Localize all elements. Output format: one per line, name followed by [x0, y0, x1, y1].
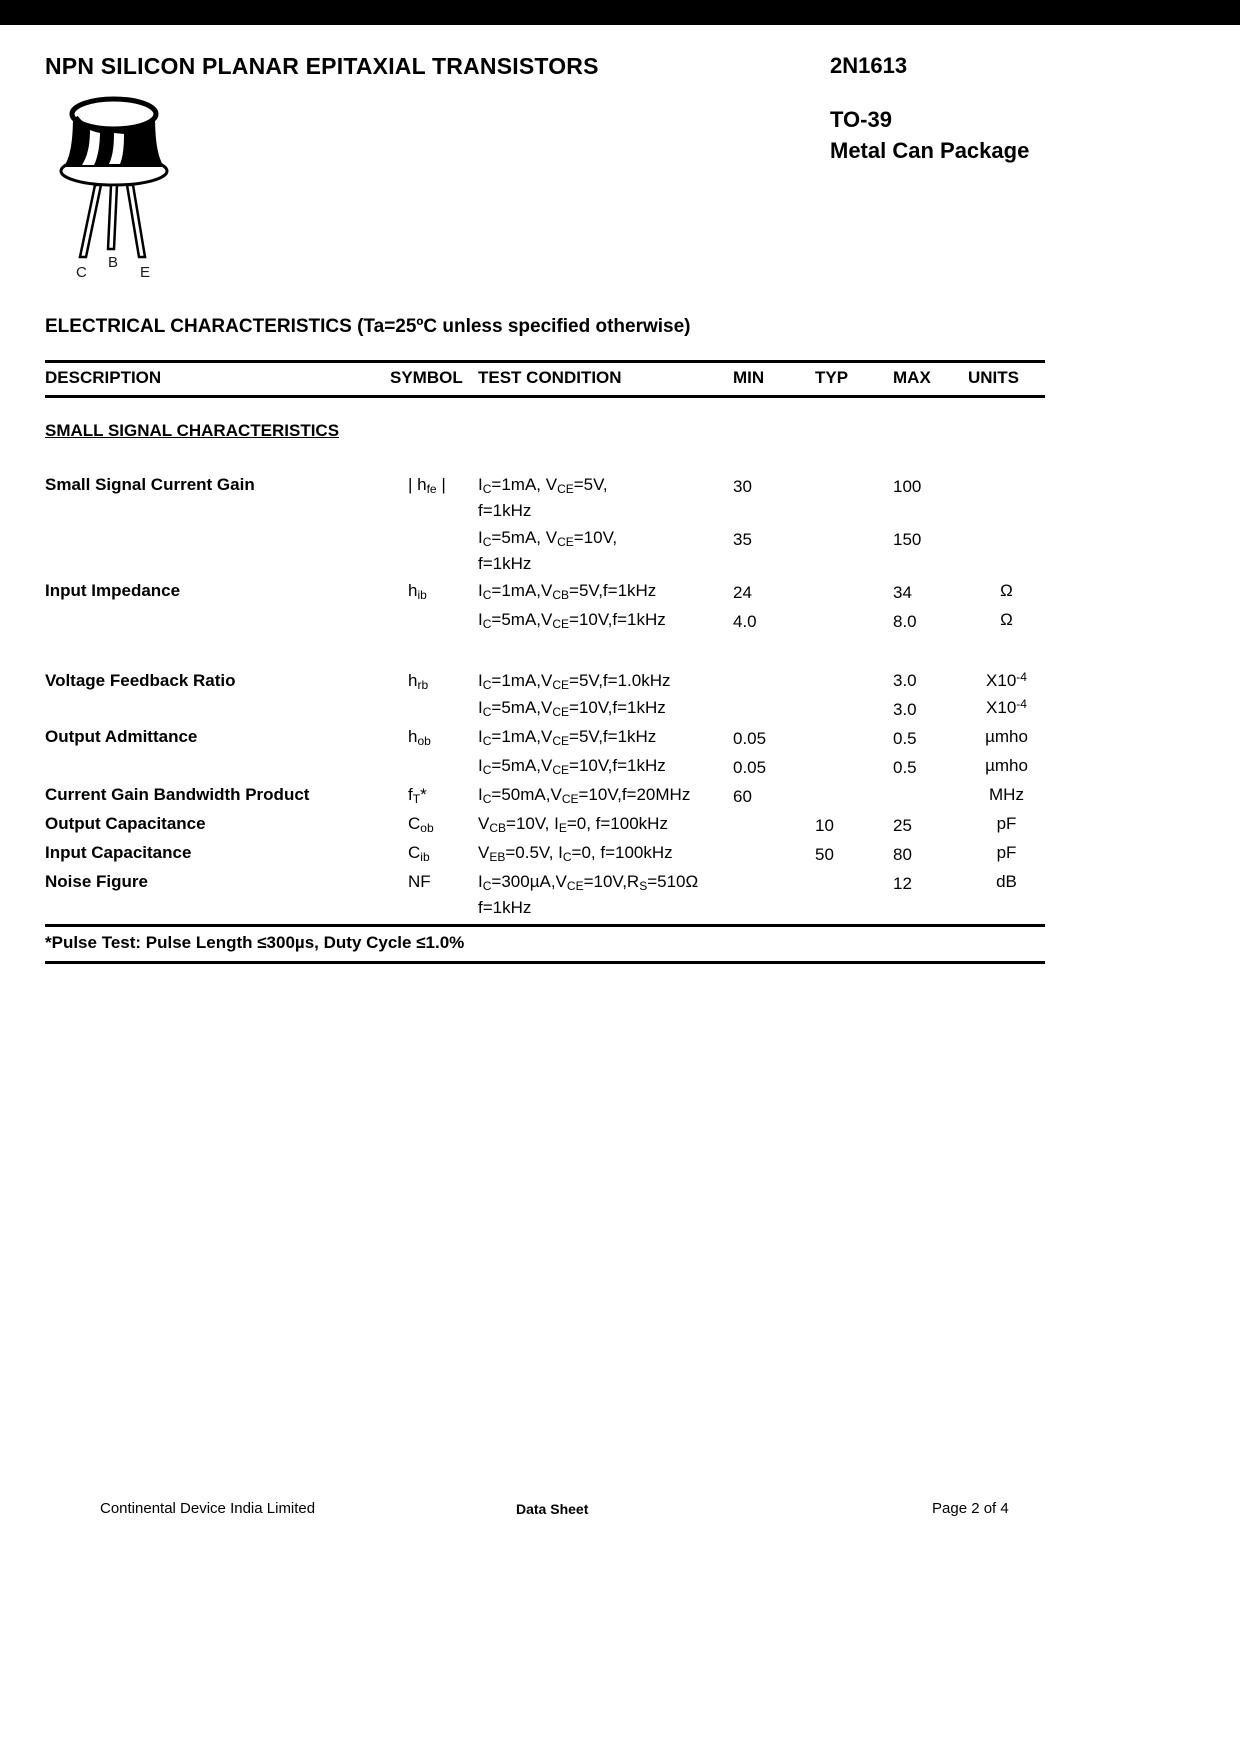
row-symbol: | $h_{fe}$ | — [408, 475, 446, 496]
col-header-description: DESCRIPTION — [45, 362, 390, 397]
condition-line: $I_C=50mA,V_{CE}=10V,f=20MHz$ — [478, 785, 691, 806]
part-number: 2N1613 — [830, 53, 908, 78]
table-group-row — [45, 397, 1045, 473]
row-test-condition — [478, 869, 733, 922]
row-min: 30 — [733, 477, 752, 496]
row-max: 100 — [893, 477, 922, 496]
condition-line: $I_C=1mA,V_{CE}=5V,f=1.0kHz$ — [478, 671, 671, 692]
row-max: 8.0 — [893, 612, 917, 631]
lead-base — [108, 185, 117, 249]
condition-line: $I_C=1mA,V_{CE}=5V,f=1kHz$ — [478, 727, 657, 748]
row-test-condition — [478, 724, 733, 753]
row-units: $X10^{-4}$ — [986, 697, 1027, 717]
table-row — [45, 636, 1045, 695]
footer-company: Continental Device India Limited — [100, 1500, 316, 1517]
to39-can-drawing — [48, 85, 183, 295]
row-symbol: NF — [408, 872, 431, 891]
package-type: TO-39 — [830, 107, 892, 132]
row-symbol — [390, 753, 478, 782]
condition-line: $I_C=1mA,V_{CB}=5V,f=1kHz$ — [478, 581, 657, 602]
row-symbol — [390, 525, 478, 578]
table-row — [45, 525, 1045, 578]
row-symbol: $h_{ib}$ — [408, 581, 427, 602]
row-typ — [815, 695, 893, 724]
row-units: dB — [996, 872, 1017, 891]
condition-line: f=1kHz — [478, 554, 532, 573]
row-symbol: $f_T*$ — [408, 785, 427, 806]
col-header-units: UNITS — [968, 362, 1045, 397]
table-header-row — [45, 362, 1045, 397]
row-description: Output Admittance — [45, 727, 198, 746]
row-test-condition — [478, 695, 733, 724]
row-description — [45, 753, 390, 782]
table-row — [45, 753, 1045, 782]
row-units: µmho — [985, 727, 1028, 746]
col-header-typ: TYP — [815, 362, 893, 397]
row-max: 0.5 — [893, 758, 917, 777]
row-typ — [815, 724, 893, 753]
row-typ — [815, 472, 893, 525]
group-title: SMALL SIGNAL CHARACTERISTICS — [45, 421, 340, 440]
row-units: pF — [996, 814, 1017, 833]
condition-line: $V_{EB}=0.5V$, $I_C=0$, f=100kHz — [478, 843, 673, 864]
row-test-condition — [478, 811, 733, 840]
row-symbol: $h_{ob}$ — [408, 727, 431, 748]
table-row — [45, 724, 1045, 753]
row-max: 80 — [893, 845, 912, 864]
condition-line: $I_C=5mA,V_{CE}=10V,f=1kHz$ — [478, 756, 666, 777]
package-name: Metal Can Package — [830, 138, 1030, 163]
page-title: NPN SILICON PLANAR EPITAXIAL TRANSISTORS — [45, 53, 599, 79]
footer-page-number: Page 2 of 4 — [932, 1500, 1009, 1517]
table-row — [45, 782, 1045, 811]
row-max: 25 — [893, 816, 912, 835]
row-description: Input Impedance — [45, 581, 181, 600]
row-typ — [815, 869, 893, 922]
row-symbol: $h_{rb}$ — [408, 671, 429, 692]
row-min — [733, 636, 815, 695]
row-min — [733, 840, 815, 869]
row-description: Noise Figure — [45, 872, 148, 891]
characteristics-table-wrap — [45, 360, 1045, 964]
lead-label-c: C — [76, 264, 87, 281]
row-max: 3.0 — [893, 700, 917, 719]
row-max: 34 — [893, 583, 912, 602]
row-min: 0.05 — [733, 729, 767, 748]
row-min: 4.0 — [733, 612, 757, 631]
row-test-condition — [478, 472, 733, 525]
page-footer — [0, 1500, 1240, 1524]
package-figure — [48, 85, 183, 295]
row-test-condition — [478, 578, 733, 607]
row-units — [968, 472, 1045, 525]
row-test-condition — [478, 525, 733, 578]
row-test-condition — [478, 782, 733, 811]
row-test-condition — [478, 753, 733, 782]
col-header-symbol: SYMBOL — [390, 362, 478, 397]
table-row — [45, 811, 1045, 840]
row-test-condition — [478, 636, 733, 695]
row-typ: 10 — [815, 816, 834, 835]
table-row — [45, 607, 1045, 636]
row-min: 35 — [733, 530, 752, 549]
condition-line: f=1kHz — [478, 898, 532, 917]
row-symbol: $C_{ob}$ — [408, 814, 434, 835]
table-row — [45, 578, 1045, 607]
package-info — [830, 104, 1029, 166]
col-header-max: MAX — [893, 362, 968, 397]
lead-emitter — [127, 185, 145, 257]
footer-doc-type: Data Sheet — [516, 1501, 589, 1517]
row-description: Output Capacitance — [45, 814, 206, 833]
row-symbol: $C_{ib}$ — [408, 843, 430, 864]
row-test-condition — [478, 840, 733, 869]
table-row — [45, 472, 1045, 525]
condition-line: $I_C=1mA$, $V_{CE}=5V$, — [478, 475, 608, 496]
row-typ — [815, 753, 893, 782]
row-min: 60 — [733, 787, 752, 806]
row-max: 150 — [893, 530, 922, 549]
table-row — [45, 869, 1045, 922]
condition-line: $I_C=5mA$, $V_{CE}=10V$, — [478, 528, 618, 549]
row-max: 0.5 — [893, 729, 917, 748]
row-max: 12 — [893, 874, 912, 893]
lead-collector — [80, 185, 101, 257]
row-description: Small Signal Current Gain — [45, 475, 255, 494]
row-description — [45, 695, 390, 724]
condition-line: f=1kHz — [478, 501, 532, 520]
row-description: Current Gain Bandwidth Product — [45, 785, 310, 804]
row-description — [45, 607, 390, 636]
condition-line: $V_{CB}=10V$, $I_E=0$, f=100kHz — [478, 814, 668, 835]
row-units: µmho — [985, 756, 1028, 775]
row-min — [733, 811, 815, 840]
electrical-characteristics-title: ELECTRICAL CHARACTERISTICS (Ta=25ºC unless specified otherwise) — [45, 316, 691, 337]
lead-label-b: B — [108, 254, 119, 271]
row-units: Ω — [1000, 610, 1013, 629]
row-typ — [815, 782, 893, 811]
row-min: 0.05 — [733, 758, 767, 777]
top-black-bar — [0, 0, 1240, 25]
col-header-min: MIN — [733, 362, 815, 397]
row-description — [45, 525, 390, 578]
row-min — [733, 695, 815, 724]
table-row — [45, 840, 1045, 869]
row-units — [968, 525, 1045, 578]
row-description: Voltage Feedback Ratio — [45, 671, 236, 690]
lead-label-e: E — [140, 264, 151, 281]
row-description: Input Capacitance — [45, 843, 192, 862]
row-typ — [815, 636, 893, 695]
col-header-test-condition: TEST CONDITION — [478, 362, 733, 397]
row-typ — [815, 607, 893, 636]
row-max: 3.0 — [893, 671, 917, 690]
pulse-test-note: *Pulse Test: Pulse Length ≤300µs, Duty Cycle ≤1.0% — [45, 924, 1045, 964]
row-units: $X10^{-4}$ — [986, 670, 1027, 690]
row-symbol — [390, 607, 478, 636]
condition-line: $I_C=5mA,V_{CE}=10V,f=1kHz$ — [478, 610, 666, 631]
row-typ: 50 — [815, 845, 834, 864]
table-row — [45, 695, 1045, 724]
row-max — [893, 782, 968, 811]
row-symbol — [390, 695, 478, 724]
condition-line: $I_C=5mA,V_{CE}=10V,f=1kHz$ — [478, 698, 666, 719]
condition-line: $I_C=300\mu A,V_{CE}=10V,R_S=510\Omega$ — [478, 872, 699, 893]
row-units: Ω — [1000, 581, 1013, 600]
row-min — [733, 869, 815, 922]
row-typ — [815, 525, 893, 578]
characteristics-table — [45, 360, 1045, 922]
row-typ — [815, 578, 893, 607]
row-units: pF — [996, 843, 1017, 862]
row-min: 24 — [733, 583, 752, 602]
row-test-condition — [478, 607, 733, 636]
row-units: MHz — [989, 785, 1024, 804]
